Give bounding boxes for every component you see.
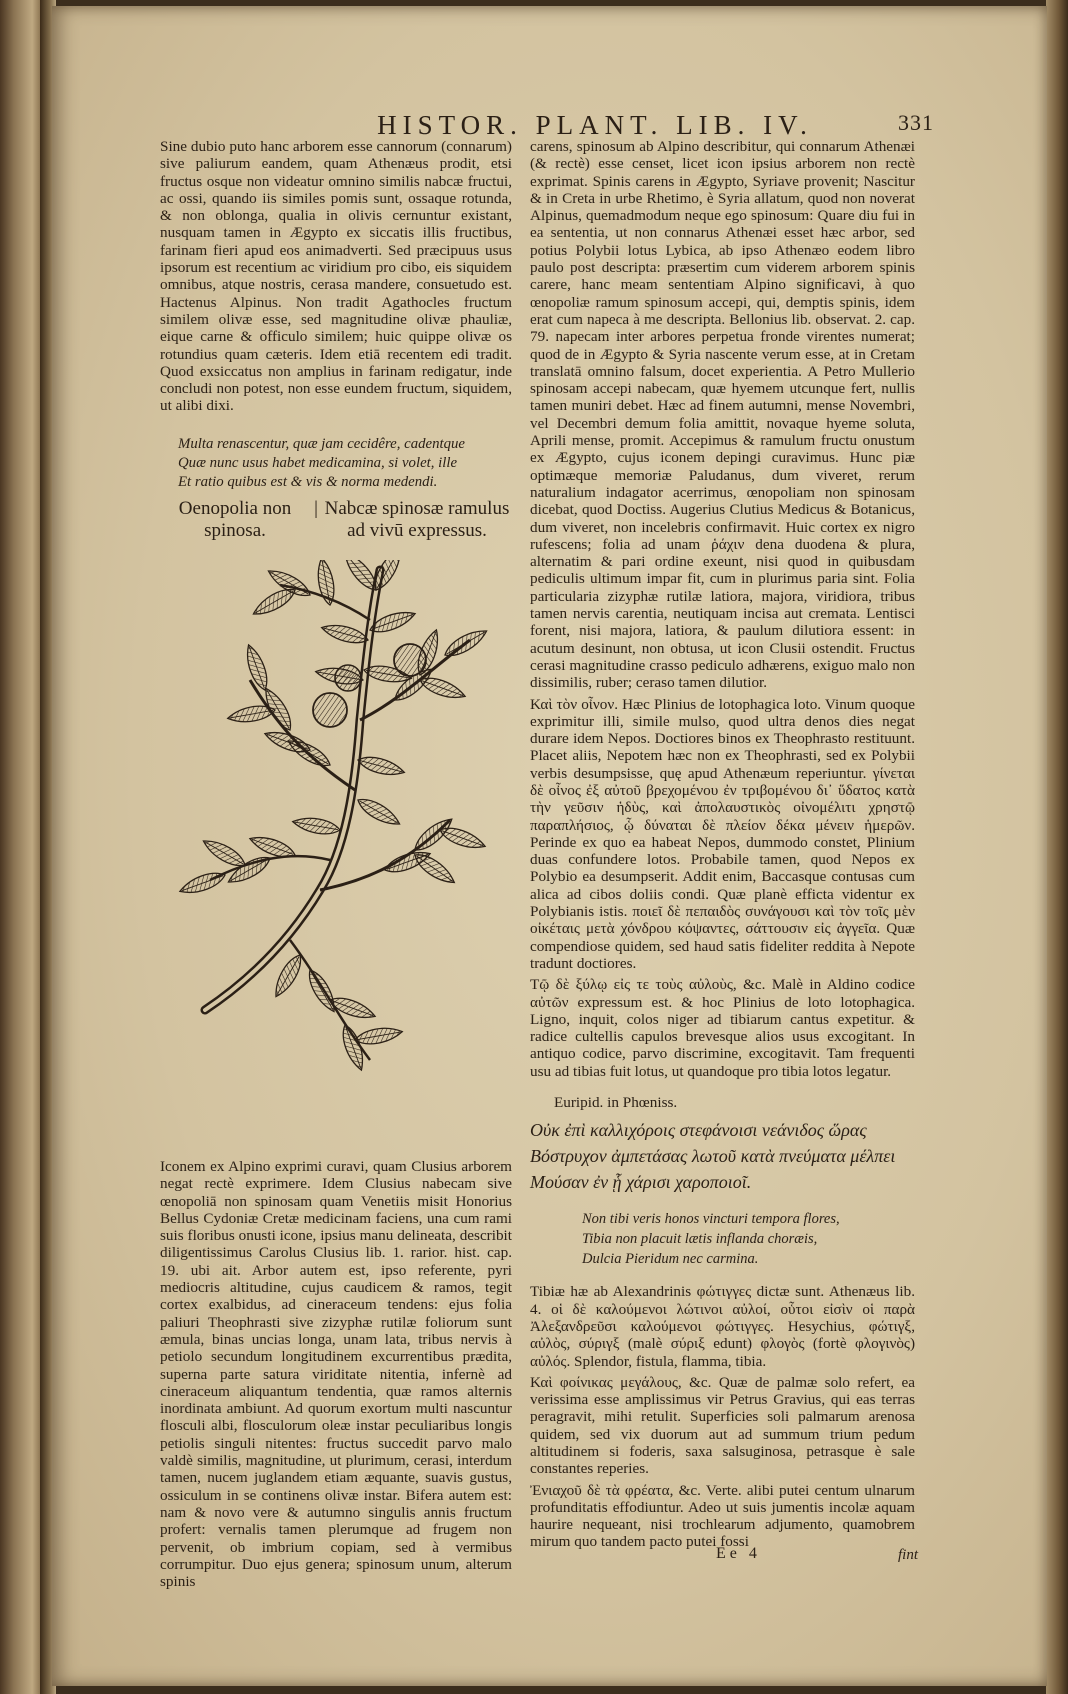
left-paragraph-1: Sine dubio puto hanc arborem esse cannorum (connarum) sive paliurum eandem, quam Athenæus prodit, etsi fructus osque non videatur omnino similis nabcæ fructui, ac ossi, quando iis similes pomis sunt, ossaque rotunda, & non oblonga, qualia in olivis cernuntur existant, nusquam tamen in Ægypto ex siccatis illis fructibus, farinam fieri apud eos animadverti. Sed præcipuus usus ipsorum est recentium ac viridium pro cibo, eis siquidem omnibus, atque nostris, cerasa mandere, consuetudo est. Hactenus Alpinus. Non tradit Agathocles fructum similem olivæ esse, sed magnitudine olivæ phauliæ, eique carne & officulo similem; huic quippe olivæ os rotundius quam cæteris. Idem etiā recentem edi tradit. Quod exsiccatus non amplius in farinam redigatur, inde concludi non potest, non esse eundem fructum, siquidem, ut alibi dixi. [160, 138, 512, 415]
plant-woodcut-illustration [170, 560, 500, 1120]
latin-verse-line: Dulcia Pieridum nec carmina. [582, 1251, 759, 1268]
catchword: fint [898, 1547, 919, 1563]
verse-line: Multa renascentur, quæ jam cecidêre, cadentque [178, 435, 465, 452]
caption-left: Oenopolia non spinosa. [178, 498, 292, 541]
right-paragraph-5: Καὶ φοίνικας μεγάλους, &c. Quæ de palmæ solo refert, ea verissima esse amplissimus vir Petrus Gravius, qui eas terras peragravit, mihi retulit. Superficies soli palmarum arenosa quidem, sed vix duorum aut ad summum trium pedum altitudinem si foderis, saxa salsuginosa, petrasque è sale constantes reperies. [530, 1373, 915, 1478]
verse-block [178, 435, 512, 492]
figure-caption [160, 498, 512, 542]
greek-quote-line: Βόστρυχον ἀμπετάσας λωτοῦ κατὰ πνεύματα μέλπει [530, 1146, 896, 1167]
left-paragraph-2: Iconem ex Alpino exprimi curavi, quam Clusius arborem negat rectè exprimere. Idem Clusius nabecam sive œnopoliā non spinosam quam Venetiis misit Honorius Bellus Cydoniæ Cretæ medicinam faciens, una cum rami suis floribus onusti icone, ipsius manu delineata, describit diligentissimus Carolus Clusius lib. 1. rarior. hist. cap. 19. ubi ait. Arbor autem est, ipso referente, pyri mediocris altitudine, cujus caudicem & ramos, tegit cortex exalbidus, ad cineraceum tendens: ejus folia paliuri Theophrasti sive zizyphæ rutilæ foliorum sunt æmula, binas uncias longa, unam lata, tribus nervis à petiolo secundum longitudinem excurrentibus prædita, superna parte satura viriditate nitentia, infernè ad cineraceum aliquantum tendentia, quæ ramos alternis inordinata ambiunt. Ad quorum exortum multi nascuntur flosculi albi, flosculorum oleæ instar peculiaribus longis petiolis singuli nitentes: fructus succedit parvo malo valdè similis, magnitudine, ut plurimum, cerasi, interdum tamen, nucem juglandem etiam æquante, suavis gustus, ossiculum in se continens olivæ instar. Bifera autem est: nam & novo vere & autumno singulis annis fructum profert: vernalis tamen plerumque ad frugem non pervenit, ob imbrium copiam, sed à vermibus corrumpitur. Duo ejus genera; spinosum unum, alterum spinis [160, 1158, 512, 1591]
right-paragraph-2: Καὶ τὸν οἶνον. Hæc Plinius de lotophagica loto. Vinum quoque exprimitur illi, simile mulso, quod ultra denos dies negat durare idem Nepos. Doctiores binos ex Theophrasto restituunt. Placet aliis, Nepotem hæc non ex Theophrasti, sed ex Polybii verbis desumpsisse, quę apud Athenæum reperiuntur. γίνεται δὲ οἶνος ἐξ αὐτοῦ βρεχομένου ἐν τριβομένου δι᾽ ὕδατος κατὰ τὴν γεῦσιν ἡδὺς, καὶ ἀπολαυστικὸς οἰνομέλιτι χρηστῷ παραπλήσιος, ᾧ δύναται δὲ πλείον δέκα μένειν ἡμερῶν. Perinde ex quo ea habeat Nepos, dummodo constet, Plinium duas confundere lotos. Probabile tamen, quod Nepos ex Polybio ea desumpserit. Addit enim, Baccasque contusas cum alica ad cibos doliis condi. Quæ planè efficta videntur ex Polybianis istis. ποιεῖ δὲ πεπαιδὸς συνάγουσι καὶ τὸν τοῖς μὲν οἰκέταις μετὰ χόνδρου κόψαντες, σάττουσιν εἰς ἀγγεῖα. Quæ compendiose quidem, sed haud satis fideliter reddita à Nepote tradunt doctiores. [530, 695, 915, 972]
running-head: HISTOR. PLANT. LIB. IV. [377, 110, 813, 140]
latin-verse [582, 1209, 915, 1269]
right-paragraph-6: Ἐνιαχοῦ δὲ τὰ φρέατα, &c. Verte. alibi putei centum ulnarum profunditatis effodiuntur. Adeo ut suis jumentis incolæ aquam haurire nequeant, nisi trochlearum adjumento, quamobrem mirum quo tandem pacto putei fossi [530, 1481, 915, 1551]
right-paragraph-4: Tibiæ hæ ab Alexandrinis φώτιγγες dictæ sunt. Athenæus lib. 4. οἱ δὲ καλούμενοι λώτινοι αὐλοί, οὗτοι εἰσὶν οἱ παρὰ Ἀλεξανδρεῦσι καλούμενοι φώτιγγες. Hesychius, φώτιγξ, αὐλὸς, σύριγξ (malè σύριξ edunt) φλογὸς (fortè φλογινὸς) αὐλός. Splendor, fistula, flamma, tibia. [530, 1283, 915, 1370]
greek-quote-line: Οὐκ ἐπὶ καλλιχόροις στεφάνοισι νεάνιδος ὥρας [530, 1120, 867, 1141]
right-page-edge [1046, 0, 1068, 1694]
latin-verse-line: Tibia non placuit lætis inflanda choræis, [582, 1231, 818, 1248]
left-column-top [160, 138, 512, 492]
caption-separator: | [314, 498, 318, 519]
latin-verse-line: Non tibi veris honos vincturi tempora flores, [582, 1211, 840, 1228]
signature-mark: Ee 4 [716, 1545, 761, 1562]
verse-line: Et ratio quibus est & vis & norma medendi. [178, 473, 438, 490]
verse-line: Quæ nunc usus habet medicamina, si volet, ille [178, 454, 458, 471]
right-column [530, 138, 915, 1551]
right-paragraph-3: Τῷ δὲ ξύλῳ εἰς τε τοὺς αὐλοὺς, &c. Malè in Aldino codice αὐτῶν expressum est. & hoc Plinius de loto lotophagica. Ligno, inquit, colos niger ad tibiarum cantus expetitur. & radice cultellis capulos brevesque alios usus excogitant. In antiquo codice, parvo discrimine, excogitavit. Tam frequenti usu ad tibias fuit lotus, ut quandoque pro tibia lotos legatur. [530, 976, 915, 1080]
left-column-bottom [160, 1158, 512, 1590]
page-number: 331 [898, 110, 934, 135]
right-paragraph-1: carens, spinosum ab Alpino describitur, qui connarum Athenæi (& rectè) esse censet, licet icon ipsius arborem non rectè exprimat. Spinis carens in Ægypto, Syriave provenit; Nascitur & in Creta in urbe Rhetimo, è Syria allatum, quod non noverat Alpinus, quemadmodum neque ego spinosum: Quare diu fui in ea sententia, ut non connarus Athenæi esset hæc arbor, sed potius Polybii lotus Lybica, ab ipso Athenæo eodem libro paulo post descripta: præsertim cum viderem arborem spinis carere, hanc meam sententiam Alpino significavi, à quo œnopoliæ ramum spinosum accepi, qui, demptis spinis, idem erat cum napeca à me descripta. Bellonius lib. observat. 2. cap. 79. napecam inter arbores perpetua fronde virentes numerat; quod de in Ægypto & Syria nascente verum esse, at in Cretam translatā omnino falsum, docet experientia. A Petro Mullerio spinosam accepi nabecam, quæ hyemem utcunque fert, nullis tamen muniri debet. Hæc ad finem autumni, mense Novembri, vel Decembri demum folia amittit, novaque hyeme soluta, Aprili mense, promit. Accepimus & ramulum fructu onustum ex Ægypto, cujus iconem depingi curavimus. Hunc piæ optimæque memoriæ Paludanus, dum viveret, rerum naturalium indagator acerrimus, œnopoliam non spinosam dicebat, quod Doctiss. Augerius Clutius Medicus & Botanicus, dum viveret, non incelebris confirmavit. Huic cortex ex nigro rufescens; folia ad unam ῥάχιν dena duodena & plura, alternatim & pari ordine exeunt, nisi quod in quibusdam pediculis ultimum impar fit, cum in plurimus paria sint. Folia particularia zizyphæ rutilæ latiora, majora, viridiora, tribus tamen nervis carentia, neutiquam incisa aut cremata. Lentisci forent, nisi majora, latiora, & paulum dilutiora essent: in acutum desinunt, non obtusa, ut icon Clusii ostendit. Fructus cerasi magnitudine crasso pediculo adhærens, exiguo malo non dissimilis, ruber; ceraso tamen dilutior. [530, 138, 915, 692]
greek-quote-line: Μούσαν ἐν ᾗ χάρισι χαροποιοῖ. [530, 1172, 752, 1193]
caption-right: Nabcæ spinosæ ramulus ad vivū expressus. [324, 498, 510, 541]
attribution: Euripid. in Phœniss. [554, 1094, 678, 1112]
greek-quote [530, 1117, 915, 1195]
